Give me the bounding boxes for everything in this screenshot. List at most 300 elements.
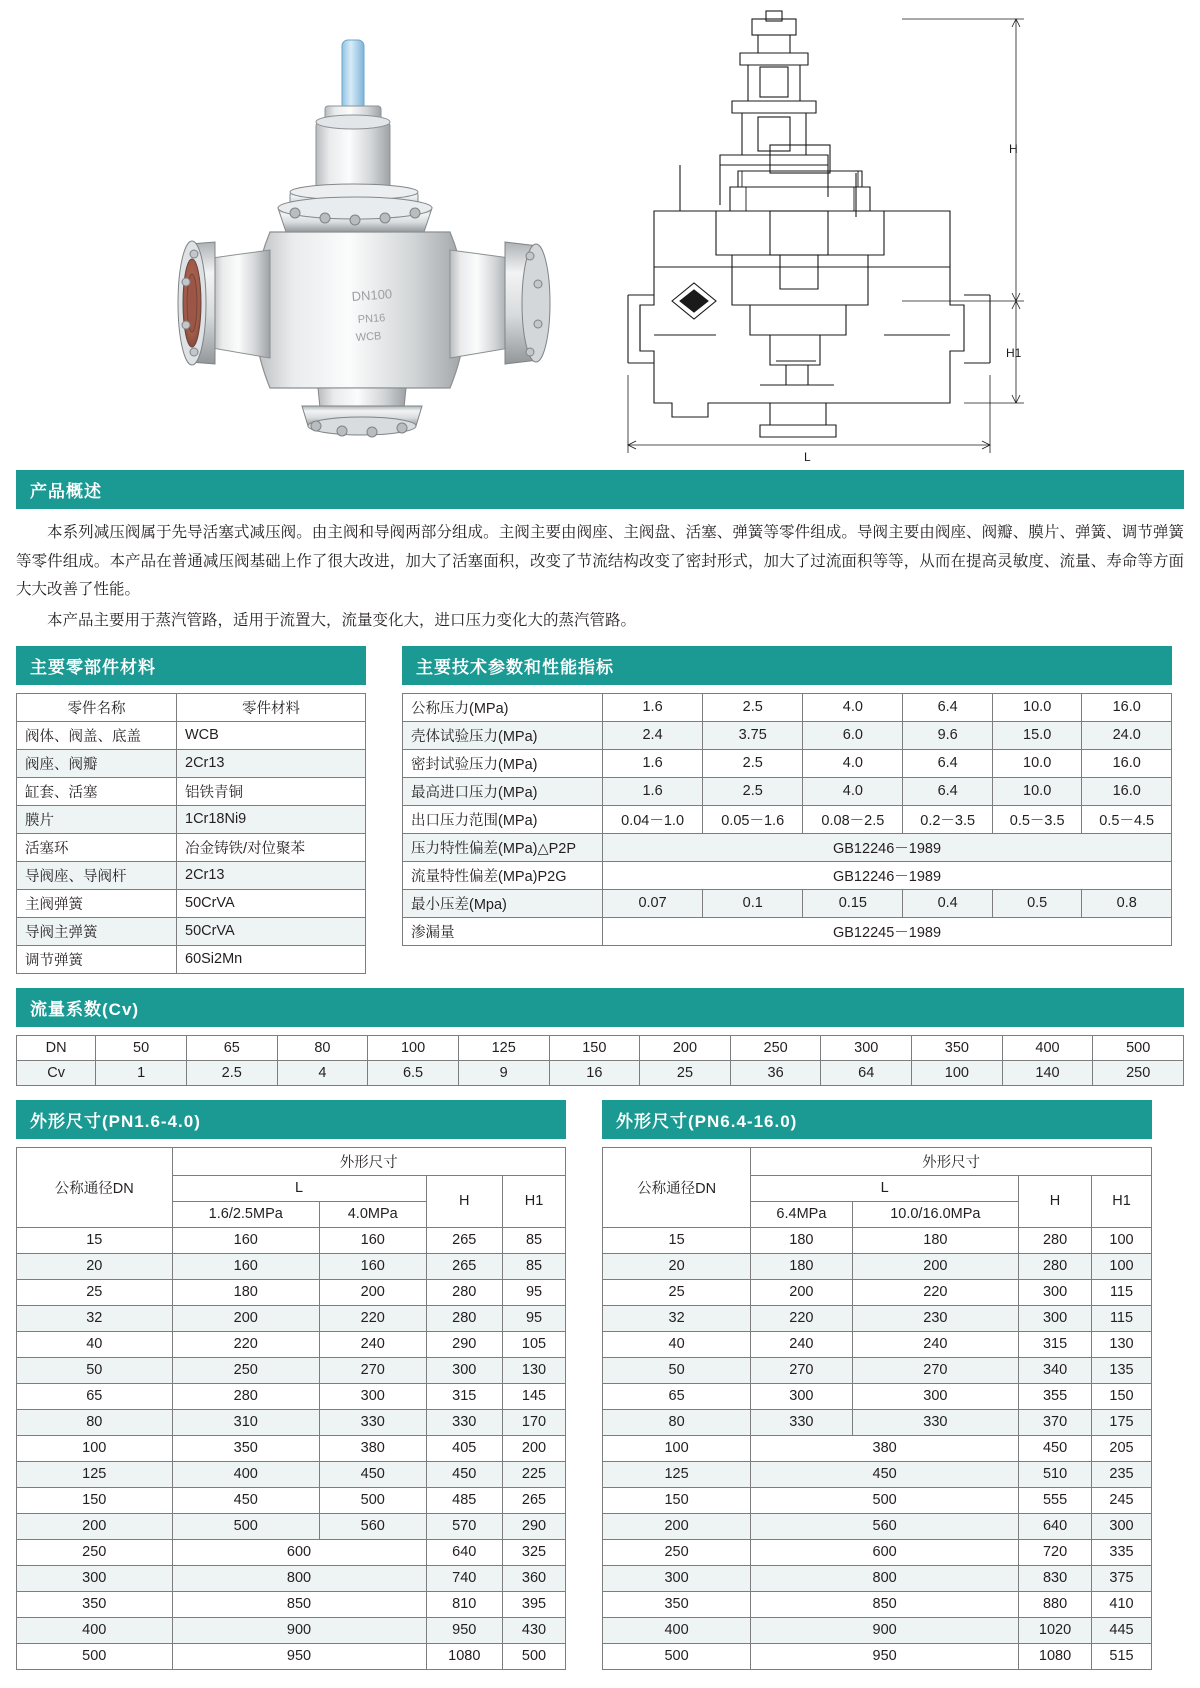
parameter-label: 最小压差(Mpa) <box>403 889 603 917</box>
table-cell: 500 <box>1093 1035 1184 1060</box>
dim-h-cell: 265 <box>426 1253 503 1279</box>
dim-h1-cell: 375 <box>1092 1565 1152 1591</box>
dim-h1-cell: 395 <box>503 1591 566 1617</box>
dim-l-cell: 600 <box>172 1539 426 1565</box>
parameters-table <box>402 693 1172 946</box>
table-cell: 1Cr18Ni9 <box>177 805 366 833</box>
dim-h1-cell: 445 <box>1092 1617 1152 1643</box>
dim-h-cell: 290 <box>426 1331 503 1357</box>
dim-l-cell: 180 <box>172 1279 319 1305</box>
table-row <box>17 1227 566 1253</box>
dim-label-h: H <box>1009 142 1018 156</box>
table-cell: 1 <box>96 1060 187 1085</box>
dim-h-cell: 1020 <box>1019 1617 1092 1643</box>
dim1-header-dn: 公称通径DN <box>17 1147 173 1227</box>
dim-l-cell: 220 <box>319 1305 426 1331</box>
parameter-label: 壳体试验压力(MPa) <box>403 721 603 749</box>
parameter-label: 公称压力(MPa) <box>403 693 603 721</box>
table-row <box>403 693 1172 721</box>
dim-dn-cell: 500 <box>17 1643 173 1669</box>
table-row <box>603 1643 1152 1669</box>
dim-l-cell: 200 <box>852 1253 1018 1279</box>
parameter-label: 流量特性偏差(MPa)P2G <box>403 861 603 889</box>
table-cell: 4.0 <box>803 749 903 777</box>
section-header-dim1: 外形尺寸(PN1.6-4.0) <box>16 1100 566 1139</box>
materials-table-body <box>17 721 366 973</box>
dim-h1-cell: 290 <box>503 1513 566 1539</box>
table-cell: 1.6 <box>603 777 703 805</box>
table-cell: 缸套、活塞 <box>17 777 177 805</box>
table-cell: 0.4 <box>903 889 993 917</box>
table-cell: 10.0 <box>992 777 1082 805</box>
table-cell: 0.5－4.5 <box>1082 805 1172 833</box>
table-row <box>603 1461 1152 1487</box>
dim-l-cell: 160 <box>319 1253 426 1279</box>
dim-dn-cell: 65 <box>603 1383 751 1409</box>
table-cell: 36 <box>730 1060 821 1085</box>
dim-h1-cell: 100 <box>1092 1227 1152 1253</box>
dim-dn-cell: 20 <box>17 1253 173 1279</box>
dim-h-cell: 300 <box>426 1357 503 1383</box>
dim-h1-cell: 225 <box>503 1461 566 1487</box>
dim-l-cell: 160 <box>172 1253 319 1279</box>
dim-h-cell: 315 <box>1019 1331 1092 1357</box>
dim2-header-dn: 公称通径DN <box>603 1147 751 1227</box>
dim-dn-cell: 150 <box>17 1487 173 1513</box>
dim-l-cell: 180 <box>852 1227 1018 1253</box>
table-cell: 导阀座、导阀杆 <box>17 861 177 889</box>
dim-h-cell: 280 <box>426 1279 503 1305</box>
dim-l-cell: 240 <box>319 1331 426 1357</box>
table-row <box>17 1357 566 1383</box>
svg-text:WCB: WCB <box>355 330 382 344</box>
dim-h-cell: 355 <box>1019 1383 1092 1409</box>
table-cell: 0.08－2.5 <box>803 805 903 833</box>
table-row <box>17 1279 566 1305</box>
dim-h1-cell: 245 <box>1092 1487 1152 1513</box>
table-row <box>17 777 366 805</box>
table-cell: 16.0 <box>1082 749 1172 777</box>
dim-h-cell: 640 <box>426 1539 503 1565</box>
dim-dn-cell: 32 <box>603 1305 751 1331</box>
dim1-header-h: H <box>426 1175 503 1227</box>
table-row <box>603 1513 1152 1539</box>
dim-h-cell: 510 <box>1019 1461 1092 1487</box>
table-cell: 15.0 <box>992 721 1082 749</box>
product-images-area <box>0 0 1200 470</box>
table-row <box>403 805 1172 833</box>
dim-h1-cell: 85 <box>503 1253 566 1279</box>
dim-dn-cell: 250 <box>17 1539 173 1565</box>
materials-table <box>16 693 366 974</box>
dim-h1-cell: 145 <box>503 1383 566 1409</box>
table-row <box>403 749 1172 777</box>
table-row <box>603 1227 1152 1253</box>
table-cell: 250 <box>1093 1060 1184 1085</box>
cv-row-label-dn: DN <box>17 1035 96 1060</box>
table-cell: 400 <box>1002 1035 1093 1060</box>
dim-h-cell: 340 <box>1019 1357 1092 1383</box>
dim-l-cell: 270 <box>319 1357 426 1383</box>
table-row <box>17 1513 566 1539</box>
valve-photo <box>120 10 590 460</box>
dim-l-cell: 220 <box>852 1279 1018 1305</box>
dim-dn-cell: 300 <box>17 1565 173 1591</box>
table-row <box>17 1591 566 1617</box>
table-row <box>603 1565 1152 1591</box>
dim-h-cell: 1080 <box>1019 1643 1092 1669</box>
table-row <box>17 1060 1184 1085</box>
table-cell: 16.0 <box>1082 777 1172 805</box>
table-row <box>17 1539 566 1565</box>
dim-dn-cell: 80 <box>17 1409 173 1435</box>
dim-h-cell: 485 <box>426 1487 503 1513</box>
dim-h-cell: 555 <box>1019 1487 1092 1513</box>
table-cell: 导阀主弹簧 <box>17 917 177 945</box>
dim-l-cell: 300 <box>852 1383 1018 1409</box>
table-cell: 140 <box>1002 1060 1093 1085</box>
table-header-row <box>17 693 366 721</box>
dim-dn-cell: 50 <box>603 1357 751 1383</box>
dim-h-cell: 450 <box>426 1461 503 1487</box>
table-cell: 6.5 <box>368 1060 459 1085</box>
dim-l-cell: 600 <box>751 1539 1019 1565</box>
table-cell: 4 <box>277 1060 368 1085</box>
dim-dn-cell: 125 <box>603 1461 751 1487</box>
dim2-table-body <box>603 1227 1152 1669</box>
table-cell: 6.0 <box>803 721 903 749</box>
table-row <box>603 1409 1152 1435</box>
cv-table <box>16 1035 1184 1086</box>
valve-technical-drawing <box>620 5 1040 465</box>
table-cell: 2Cr13 <box>177 749 366 777</box>
dim-h-cell: 280 <box>1019 1227 1092 1253</box>
dim2-header-l-sub2: 10.0/16.0MPa <box>852 1201 1018 1227</box>
table-row <box>603 1617 1152 1643</box>
dim-h1-cell: 360 <box>503 1565 566 1591</box>
table-cell: 活塞环 <box>17 833 177 861</box>
table-row <box>403 833 1172 861</box>
table-cell: 9 <box>458 1060 549 1085</box>
dim-l-cell: 270 <box>852 1357 1018 1383</box>
dim-l-cell: 180 <box>751 1227 852 1253</box>
table-row <box>17 945 366 973</box>
dim-dn-cell: 15 <box>603 1227 751 1253</box>
dim-h1-cell: 130 <box>1092 1331 1152 1357</box>
table-row <box>603 1383 1152 1409</box>
dim-h-cell: 570 <box>426 1513 503 1539</box>
table-cell: 膜片 <box>17 805 177 833</box>
table-cell: 16.0 <box>1082 693 1172 721</box>
table-row <box>403 721 1172 749</box>
table-cell: 3.75 <box>703 721 803 749</box>
dim-h1-cell: 200 <box>503 1435 566 1461</box>
svg-text:PN16: PN16 <box>357 312 386 326</box>
table-cell: 6.4 <box>903 693 993 721</box>
table-row <box>17 1461 566 1487</box>
table-row <box>603 1591 1152 1617</box>
dim-l-cell: 500 <box>172 1513 319 1539</box>
table-cell: 50CrVA <box>177 889 366 917</box>
dim-l-cell: 950 <box>172 1643 426 1669</box>
dim-l-cell: 220 <box>751 1305 852 1331</box>
table-cell: 0.05－1.6 <box>703 805 803 833</box>
dim-l-cell: 400 <box>172 1461 319 1487</box>
parameter-label: 压力特性偏差(MPa)△P2P <box>403 833 603 861</box>
dim-l-cell: 250 <box>172 1357 319 1383</box>
table-cell: 冶金铸铁/对位聚苯 <box>177 833 366 861</box>
table-cell: 0.8 <box>1082 889 1172 917</box>
table-row <box>17 861 366 889</box>
dim-h-cell: 450 <box>1019 1435 1092 1461</box>
dim-dn-cell: 20 <box>603 1253 751 1279</box>
dim-l-cell: 330 <box>319 1409 426 1435</box>
dim-h-cell: 330 <box>426 1409 503 1435</box>
dim-l-cell: 160 <box>319 1227 426 1253</box>
svg-text:DN100: DN100 <box>351 286 393 304</box>
cv-table-body <box>17 1035 1184 1085</box>
dim-dn-cell: 65 <box>17 1383 173 1409</box>
dimensions-table-pn16-40 <box>16 1147 566 1670</box>
dim-l-cell: 900 <box>751 1617 1019 1643</box>
dim-l-cell: 200 <box>172 1305 319 1331</box>
table-cell: 6.4 <box>903 749 993 777</box>
dim-l-cell: 380 <box>751 1435 1019 1461</box>
dim2-header-l: L <box>751 1175 1019 1201</box>
dim-h1-cell: 515 <box>1092 1643 1152 1669</box>
table-cell: 150 <box>549 1035 640 1060</box>
table-row <box>603 1279 1152 1305</box>
dim-h1-cell: 105 <box>503 1331 566 1357</box>
parameter-label: 渗漏量 <box>403 917 603 945</box>
table-row <box>17 1035 1184 1060</box>
dim-h-cell: 740 <box>426 1565 503 1591</box>
table-row <box>17 889 366 917</box>
table-row <box>17 1487 566 1513</box>
table-cell: 100 <box>912 1060 1003 1085</box>
table-row <box>17 917 366 945</box>
dim-dn-cell: 25 <box>17 1279 173 1305</box>
dim-dn-cell: 80 <box>603 1409 751 1435</box>
dim2-header-h: H <box>1019 1175 1092 1227</box>
dim-h1-cell: 325 <box>503 1539 566 1565</box>
dim-l-cell: 850 <box>172 1591 426 1617</box>
parameter-label: 最高进口压力(MPa) <box>403 777 603 805</box>
table-cell: 2.5 <box>186 1060 277 1085</box>
dim1-table-body <box>17 1227 566 1669</box>
table-cell: 0.1 <box>703 889 803 917</box>
materials-header-name: 零件名称 <box>17 693 177 721</box>
dim-l-cell: 240 <box>751 1331 852 1357</box>
dim-l-cell: 560 <box>751 1513 1019 1539</box>
dim-l-cell: 240 <box>852 1331 1018 1357</box>
dim-l-cell: 200 <box>319 1279 426 1305</box>
section-header-params: 主要技术参数和性能指标 <box>402 646 1172 685</box>
dim-h1-cell: 265 <box>503 1487 566 1513</box>
dim-dn-cell: 200 <box>17 1513 173 1539</box>
dim1-header-l-sub2: 4.0MPa <box>319 1201 426 1227</box>
table-row <box>603 1539 1152 1565</box>
table-cell: 250 <box>730 1035 821 1060</box>
table-cell: 阀座、阀瓣 <box>17 749 177 777</box>
dim-dn-cell: 500 <box>603 1643 751 1669</box>
dim-l-cell: 450 <box>172 1487 319 1513</box>
materials-header-material: 零件材料 <box>177 693 366 721</box>
dim-l-cell: 350 <box>172 1435 319 1461</box>
table-cell: 0.5－3.5 <box>992 805 1082 833</box>
dim-h1-cell: 95 <box>503 1279 566 1305</box>
table-cell: 100 <box>368 1035 459 1060</box>
table-cell: 300 <box>821 1035 912 1060</box>
table-cell: 阀体、阀盖、底盖 <box>17 721 177 749</box>
dim-dn-cell: 25 <box>603 1279 751 1305</box>
parameters-table-body <box>403 693 1172 945</box>
table-cell: 9.6 <box>903 721 993 749</box>
dim-h-cell: 830 <box>1019 1565 1092 1591</box>
dim-dn-cell: 350 <box>17 1591 173 1617</box>
section-header-dim2: 外形尺寸(PN6.4-16.0) <box>602 1100 1152 1139</box>
table-cell: 主阀弹簧 <box>17 889 177 917</box>
dim-dn-cell: 150 <box>603 1487 751 1513</box>
table-cell: 50 <box>96 1035 187 1060</box>
table-cell: 2.5 <box>703 693 803 721</box>
dim-h1-cell: 300 <box>1092 1513 1152 1539</box>
table-row <box>603 1435 1152 1461</box>
table-row <box>603 1331 1152 1357</box>
overview-text <box>16 519 1184 636</box>
dim2-group-header: 外形尺寸 <box>751 1147 1152 1175</box>
table-row <box>603 1487 1152 1513</box>
dim-dn-cell: 15 <box>17 1227 173 1253</box>
table-row <box>17 1331 566 1357</box>
dim-dn-cell: 350 <box>603 1591 751 1617</box>
table-cell: 2.5 <box>703 749 803 777</box>
section-header-overview: 产品概述 <box>16 470 1184 509</box>
table-cell: 200 <box>640 1035 731 1060</box>
dim-h1-cell: 115 <box>1092 1279 1152 1305</box>
dim-l-cell: 330 <box>751 1409 852 1435</box>
dim-h1-cell: 115 <box>1092 1305 1152 1331</box>
dim-h-cell: 950 <box>426 1617 503 1643</box>
table-cell: 2.4 <box>603 721 703 749</box>
dim-l-cell: 200 <box>751 1279 852 1305</box>
dim-l-cell: 220 <box>172 1331 319 1357</box>
table-row <box>17 1617 566 1643</box>
dim-l-cell: 380 <box>319 1435 426 1461</box>
table-row <box>403 861 1172 889</box>
dim-l-cell: 280 <box>172 1383 319 1409</box>
dim-dn-cell: 400 <box>17 1617 173 1643</box>
table-row <box>403 777 1172 805</box>
dim-h-cell: 880 <box>1019 1591 1092 1617</box>
cv-row-label-cv: Cv <box>17 1060 96 1085</box>
dim-dn-cell: 100 <box>17 1435 173 1461</box>
table-row <box>17 749 366 777</box>
table-cell: 铝铁青铜 <box>177 777 366 805</box>
dim-h-cell: 315 <box>426 1383 503 1409</box>
table-row <box>17 1253 566 1279</box>
dim-l-cell: 160 <box>172 1227 319 1253</box>
dim-l-cell: 310 <box>172 1409 319 1435</box>
dim-l-cell: 450 <box>319 1461 426 1487</box>
dim-l-cell: 800 <box>751 1565 1019 1591</box>
table-cell: 10.0 <box>992 749 1082 777</box>
section-header-materials: 主要零部件材料 <box>16 646 366 685</box>
dim-dn-cell: 100 <box>603 1435 751 1461</box>
dim1-group-header: 外形尺寸 <box>172 1147 565 1175</box>
table-cell: 1.6 <box>603 693 703 721</box>
table-row <box>17 1383 566 1409</box>
dim-dn-cell: 40 <box>17 1331 173 1357</box>
dim-h1-cell: 150 <box>1092 1383 1152 1409</box>
table-row <box>403 889 1172 917</box>
dim-h1-cell: 335 <box>1092 1539 1152 1565</box>
table-cell: 80 <box>277 1035 368 1060</box>
dim-l-cell: 270 <box>751 1357 852 1383</box>
table-row <box>17 1435 566 1461</box>
table-cell: 0.07 <box>603 889 703 917</box>
dim1-header-l-sub1: 1.6/2.5MPa <box>172 1201 319 1227</box>
table-cell: 4.0 <box>803 777 903 805</box>
table-cell: 350 <box>912 1035 1003 1060</box>
dim-l-cell: 230 <box>852 1305 1018 1331</box>
table-cell: GB12246－1989 <box>603 861 1172 889</box>
dim-h-cell: 300 <box>1019 1305 1092 1331</box>
dim2-header-h1: H1 <box>1092 1175 1152 1227</box>
dim-h1-cell: 130 <box>503 1357 566 1383</box>
dim-h1-cell: 170 <box>503 1409 566 1435</box>
dim-h1-cell: 175 <box>1092 1409 1152 1435</box>
dim-l-cell: 300 <box>751 1383 852 1409</box>
table-cell: 64 <box>821 1060 912 1085</box>
dim-h-cell: 265 <box>426 1227 503 1253</box>
table-cell: 2Cr13 <box>177 861 366 889</box>
dim-h-cell: 640 <box>1019 1513 1092 1539</box>
table-cell: 0.5 <box>992 889 1082 917</box>
dim2-header-l-sub1: 6.4MPa <box>751 1201 852 1227</box>
dim-h-cell: 280 <box>426 1305 503 1331</box>
table-cell: 16 <box>549 1060 640 1085</box>
table-cell: 65 <box>186 1035 277 1060</box>
dim-h1-cell: 410 <box>1092 1591 1152 1617</box>
table-cell: 50CrVA <box>177 917 366 945</box>
dim-label-l: L <box>804 450 811 464</box>
dim-dn-cell: 400 <box>603 1617 751 1643</box>
dim-dn-cell: 200 <box>603 1513 751 1539</box>
dim-dn-cell: 250 <box>603 1539 751 1565</box>
table-cell: 10.0 <box>992 693 1082 721</box>
table-row <box>403 917 1172 945</box>
dim-h1-cell: 500 <box>503 1643 566 1669</box>
parameter-label: 密封试验压力(MPa) <box>403 749 603 777</box>
table-row <box>17 1643 566 1669</box>
dim-l-cell: 450 <box>751 1461 1019 1487</box>
table-cell: WCB <box>177 721 366 749</box>
table-cell: 6.4 <box>903 777 993 805</box>
dim-l-cell: 180 <box>751 1253 852 1279</box>
dim-h-cell: 370 <box>1019 1409 1092 1435</box>
parameter-label: 出口压力范围(MPa) <box>403 805 603 833</box>
dim-h-cell: 1080 <box>426 1643 503 1669</box>
dim-l-cell: 500 <box>319 1487 426 1513</box>
dim-h-cell: 720 <box>1019 1539 1092 1565</box>
dim-label-h1: H1 <box>1006 346 1022 360</box>
dimensions-table-pn64-160 <box>602 1147 1152 1670</box>
dim-h1-cell: 235 <box>1092 1461 1152 1487</box>
dim-h-cell: 405 <box>426 1435 503 1461</box>
dim-h-cell: 300 <box>1019 1279 1092 1305</box>
dim-h1-cell: 85 <box>503 1227 566 1253</box>
